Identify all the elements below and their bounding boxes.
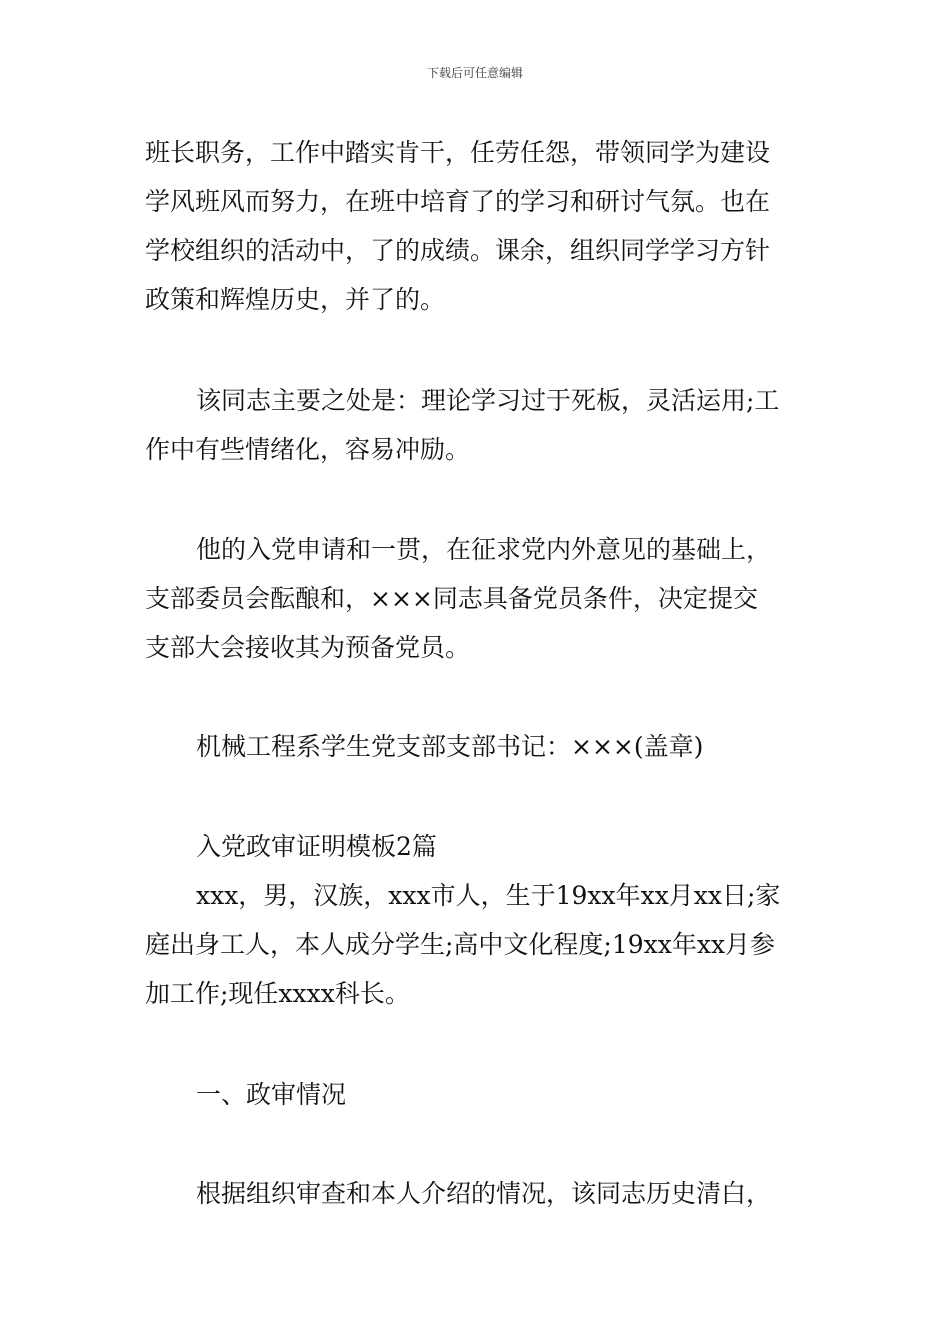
paragraph-line: 学校组织的活动中，了的成绩。课余，组织同学学习方针 xyxy=(145,236,771,265)
paragraph-3 xyxy=(145,525,815,672)
paragraph-line: 一、政审情况 xyxy=(196,1080,347,1109)
paragraph-line: 根据组织审查和本人介绍的情况，该同志历史清白， xyxy=(196,1179,772,1208)
paragraph-line: xxx，男，汉族，xxx市人，生于19xx年xx月xx日;家 xyxy=(196,881,781,910)
paragraph-line: 他的入党申请和一贯，在征求党内外意见的基础上， xyxy=(196,535,772,564)
paragraph-line: 庭出身工人，本人成分学生;高中文化程度;19xx年xx月参 xyxy=(145,930,776,959)
paragraph-6 xyxy=(145,871,815,1018)
paragraph-line: 班长职务，工作中踏实肯干，任劳任怨，带领同学为建设 xyxy=(145,138,771,167)
header-note: 下载后可任意编辑 xyxy=(426,66,523,80)
paragraph-2 xyxy=(145,376,815,474)
paragraph-line: 支部委员会酝酿和，×××同志具备党员条件，决定提交 xyxy=(145,584,758,613)
paragraph-line: 作中有些情绪化，容易冲励。 xyxy=(145,435,471,464)
paragraph-line: 加工作;现任xxxx科长。 xyxy=(145,979,410,1008)
paragraph-line: 该同志主要之处是：理论学习过于死板，灵活运用;工 xyxy=(196,386,780,415)
section-title xyxy=(145,822,815,871)
paragraph-line: 政策和辉煌历史，并了的。 xyxy=(145,285,446,314)
paragraph-line: 支部大会接收其为预备党员。 xyxy=(145,633,471,662)
paragraph-line: 机械工程系学生党支部支部书记：×××(盖章) xyxy=(196,732,704,761)
subsection-heading xyxy=(145,1070,815,1119)
signature-line xyxy=(145,722,815,771)
paragraph-8 xyxy=(145,1169,815,1218)
paragraph-line: 入党政审证明模板2篇 xyxy=(196,832,437,861)
paragraph-1 xyxy=(145,128,815,324)
paragraph-line: 学风班风而努力，在班中培育了的学习和研讨气氛。也在 xyxy=(145,187,771,216)
